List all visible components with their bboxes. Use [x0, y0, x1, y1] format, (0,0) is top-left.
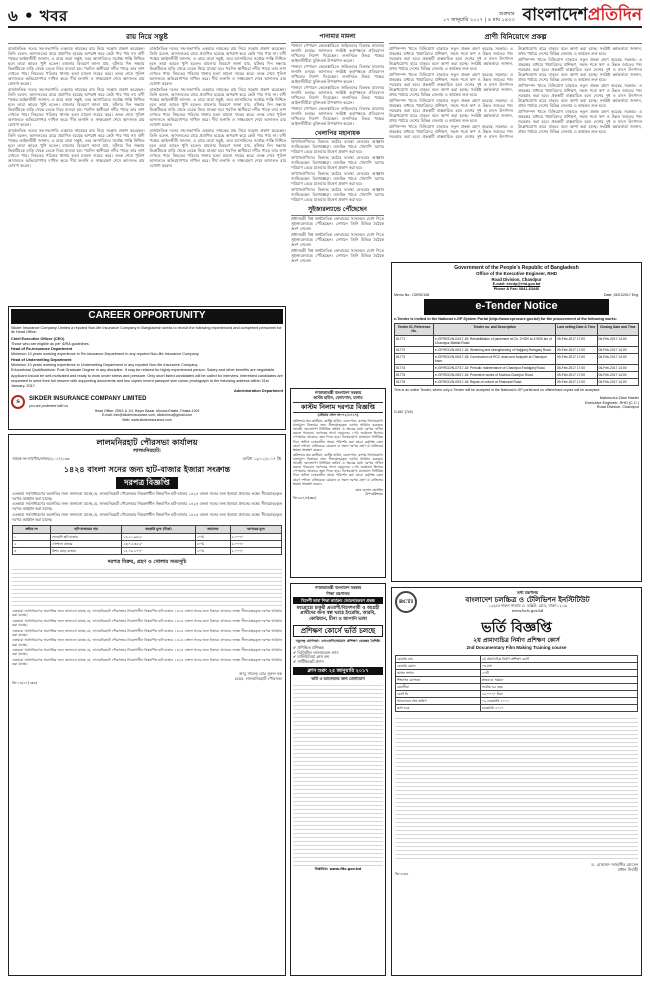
etender-footer: This is an online Tender, where only e-Tender will be accepted in the National e-GP portal and no offline/hard copies will be accepted.: [394, 388, 601, 393]
company-logo-icon: S: [11, 395, 25, 409]
table-row: বয়সসীমা সর্বোচ্চ ৩৫ বছর: [396, 684, 638, 691]
brand-logo: [523, 5, 642, 26]
table-row: ২ গোশালা বাজার ২৩,৭৫,৩৫১/- ২০% ৫,০০০/-: [13, 540, 282, 547]
position-req: Minimum 10 years working experience in Underwriting Department in any reputed Non-life Insurance Company.: [11, 362, 199, 367]
etender-phone: Phone & Fax: 0841-63440: [493, 286, 540, 291]
table-row: কোর্সের নাম ২য় প্রামাণ্যচিত্র নির্মাণ প্রশিক্ষণ কোর্স: [396, 655, 638, 662]
admission-details: [395, 716, 638, 859]
table-row: ক্লাস শুরু ফেব্রুয়ারি ২০১৭: [396, 705, 638, 712]
list-item: ✔ ডিজিটাল ল্যাংগুয়েজ ল্যাব: [293, 649, 339, 655]
municipality-date: তারিখ ১২/০১/২০১৭ খ্রি.: [242, 456, 282, 462]
institute-ref: জি-৬৩/৩: [395, 872, 409, 877]
mid2-body: ঋণখেলাপিদের বিরুদ্ধে কঠোর ব্যবস্থা নেওয়ার আহ্বান জানিয়েছেন বিশেষজ্ঞরা। ব্যাংকিং খাতে খেলাপি ঋণের পরিমাণ বেড়ে যাওয়ায় উদ্বেগ প্রকাশ করা হয়। ঋণখেলাপিদের বিরুদ্ধে কঠোর ব্যবস্থা নেওয়ার আহ্বান জানিয়েছেন বিশেষজ্ঞরা। ব্যাংকিং খাতে খেলাপি ঋণের পরিমাণ বেড়ে যাওয়ায় উদ্বেগ প্রকাশ করা হয়। ঋণখেলাপিদের বিরুদ্ধে কঠোর ব্যবস্থা নেওয়ার আহ্বান জানিয়েছেন বিশেষজ্ঞরা। ব্যাংকিং খাতে খেলাপি ঋণের পরিমাণ বেড়ে যাওয়ায় উদ্বেগ প্রকাশ করা হয়। ঋণখেলাপিদের বিরুদ্ধে কঠোর ব্যবস্থা নেওয়ার আহ্বান জানিয়েছেন বিশেষজ্ঞরা। ব্যাংকিং খাতে খেলাপি ঋণের পরিমাণ বেড়ে যাওয়ায় উদ্বেগ প্রকাশ করা হয়।: [291, 139, 384, 202]
training-subtitle: নতুনত্ব যোগ্যতা: এসএসসি/সমমান প্রশিক্ষণ কেন্দ্রের বৈশিষ্ট্য: [295, 639, 381, 644]
municipality-ref: জি-১৩/২৭(১x৩): [12, 680, 37, 685]
training-start: ক্লাস শুরু: ২৫ জানুয়ারি ২০১৭: [293, 667, 383, 675]
customs-ref: জি-৬৬৭/৩(৩x৪): [293, 495, 317, 500]
mid3-body: প্রধানমন্ত্রী বিশ্ব অর্থনৈতিক ফোরামের সম্মেলনে যোগ দিতে সুইজারল্যান্ডে পৌঁছেছেন। সেখানে তিনি বিভিন্ন বৈঠকে অংশ নেবেন। প্রধানমন্ত্রী বিশ্ব অর্থনৈতিক ফোরামের সম্মেলনে যোগ দিতে সুইজারল্যান্ডে পৌঁছেছেন। সেখানে তিনি বিভিন্ন বৈঠকে অংশ নেবেন। প্রধানমন্ত্রী বিশ্ব অর্থনৈতিক ফোরামের সম্মেলনে যোগ দিতে সুইজারল্যান্ডে পৌঁছেছেন। সেখানে তিনি বিভিন্ন বৈঠকে অংশ নেবেন।: [291, 215, 384, 263]
customs-body: কমিশনার অব কাস্টমস, কাস্টম হাউস, বেনাপোল, যশোর নিলামযোগ্য মালামাল বিক্রয়ের জন্য সীলমোহরকৃত দরপত্র আহ্বান করছেন। আগ্রহী দরদাতাগণ নির্ধারিত তারিখ ও সময়ের মধ্যে দরপত্র দাখিল করতে পারবেন। দরপত্রের সাথে দরমূল্যের ১০% জামানত হিসেবে পে-অর্ডার আকারে জমা দিতে হবে। নিলামযোগ্য মালামাল নির্ধারিত দিনে অফিস চলাকালীন সময়ে পরিদর্শন করা যাবে। কর্তৃপক্ষ কোন কারণ দর্শানো ব্যতিরেকে যেকোন বা সকল দরপত্র গ্রহণ বা বাতিলের ক্ষমতা সংরক্ষণ করেন। কমিশনার অব কাস্টমস, কাস্টম হাউস, বেনাপোল, যশোর নিলামযোগ্য মালামাল বিক্রয়ের জন্য সীলমোহরকৃত দরপত্র আহ্বান করছেন। আগ্রহী দরদাতাগণ নির্ধারিত তারিখ ও সময়ের মধ্যে দরপত্র দাখিল করতে পারবেন। দরপত্রের সাথে দরমূল্যের ১০% জামানত হিসেবে পে-অর্ডার আকারে জমা দিতে হবে। নিলামযোগ্য মালামাল নির্ধারিত দিনে অফিস চলাকালীন সময়ে পরিদর্শন করা যাবে। কর্তৃপক্ষ কোন কারণ দর্শানো ব্যতিরেকে যেকোন বা সকল দরপত্র গ্রহণ বা বাতিলের ক্ষমতা সংরক্ষণ করেন।: [293, 418, 383, 486]
etender-division: Road Division, Chandpur: [491, 276, 542, 282]
page-label: ৬ • খবর: [8, 7, 68, 26]
career-intro: Sikder Insurance Company Limited a reputed Non-life Insurance Company in Bangladesh seeks to recruit the following experienced and competent personnel for its Head Office:: [11, 325, 282, 335]
company-web: Web: www.sikderinsurance.com: [122, 417, 172, 422]
municipality-notice: দরপত্র বিজ্ঞপ্তি: [116, 477, 177, 489]
list-item: ✔ সার্টিফিকেট প্রদান: [293, 659, 324, 665]
training-web: বিস্তারিত: www.fltc.gov.bd: [314, 866, 362, 871]
right-headline: প্রাণী বিনিয়োগে প্রকল্প: [389, 32, 642, 44]
municipality-body: এতদ্বারা সর্বসাধারণের অবগতির জন্য জানানো যাচ্ছে যে, লালমনিরহাট পৌরসভার নিয়ন্ত্রণাধীন নিম্নবর্ণিত হাট-বাজার ১৪২৪ বাংলা সনের জন্য ইজারা প্রদানের লক্ষ্যে সীলমোহরকৃত দরপত্র আহ্বান করা যাচ্ছে। এতদ্বারা সর্বসাধারণের অবগতির জন্য জানানো যাচ্ছে যে, লালমনিরহাট পৌরসভার নিয়ন্ত্রণাধীন নিম্নবর্ণিত হাট-বাজার ১৪২৪ বাংলা সনের জন্য ইজারা প্রদানের লক্ষ্যে সীলমোহরকৃত দরপত্র আহ্বান করা যাচ্ছে। এতদ্বারা সর্বসাধারণের অবগতির জন্য জানানো যাচ্ছে যে, লালমনিরহাট পৌরসভার নিয়ন্ত্রণাধীন নিম্নবর্ণিত হাট-বাজার ১৪২৪ বাংলা সনের জন্য ইজারা প্রদানের লক্ষ্যে সীলমোহরকৃত দরপত্র আহ্বান করা যাচ্ছে।: [12, 490, 282, 522]
institute-logo-icon: BCTI: [395, 591, 417, 613]
company-tagline: you are protected with us: [29, 403, 69, 408]
customs-dept: কাস্টম হাউস, বেনাপোল, যশোর: [313, 394, 363, 400]
table-row: 81772 e-GP/RCD/N-05/17-18: Widening and strengthening of Hajiganj-Ramganj Road. 05-Feb-2017 17:00 06-Feb-2017 14:00: [395, 346, 639, 353]
middle-articles: [291, 32, 384, 412]
municipality-ad: [8, 434, 286, 976]
customs-office: গণপ্রজাতন্ত্রী বাংলাদেশ সরকার: [314, 390, 362, 395]
masthead: [8, 6, 642, 28]
course-table: [395, 655, 638, 713]
hat-bazar-table: ক্রমিক নং হাট-বাজারের নাম সরকারি মূল্য (টাকা) জামানত দরপত্রের মূল্য ১ লালমনি হাট-বাজার ১৪,২১,৯৬১/- ২০% ৫,০০০/- ২ গোশালা বাজার ২৩,৭৫,৩৫১/- ২০% ৫,০০০/- ৩ মিশন মোড় বাজার ১৫,৭৬,২৭০/- ২০% ৫,০০০/-: [12, 525, 282, 554]
customs-signature: মোঃ বেলাল হোসাইন উপ-কমিশনার: [355, 487, 383, 496]
centres-title: ভর্তি ও আবেদনের জন্য যোগাযোগ: [311, 676, 365, 682]
customs-ad: [290, 388, 386, 578]
career-dept: Administration Department: [234, 389, 283, 394]
etender-intro: e-Tender is invited in the National e-GP System Portal (http://www.eprocure.gov.bd) for the procurement of the following works:: [394, 316, 617, 321]
institute-address: ১২৫/এ দারুস সালাম এ. ডব্লিউ. রোড, ঢাকা-১২১৬: [488, 603, 567, 609]
issue-date: ১৭ জানুয়ারি ২০১৭ | ৪ মাঘ ১৪২৩: [442, 16, 515, 23]
career-ad: [8, 306, 286, 430]
training-ad: [290, 583, 386, 976]
career-banner: CAREER OPPORTUNITY: [11, 309, 283, 324]
centres-list: [293, 683, 383, 866]
table-row: 81776 e-GP/RCD/N-09/17-18: Repair of culvert at Shahrasti Road. 05-Feb-2017 17:00 06-Feb-2017 14:00: [395, 379, 639, 386]
table-header: Tender no. and Description: [434, 324, 556, 335]
etender-ad: [391, 262, 642, 582]
list-item: ✔ মাল্টিমিডিয়া ক্লাস রুম: [293, 654, 330, 660]
feature-list: [293, 646, 383, 665]
mid2-headline: খেলাপির মহানায়ক: [291, 129, 384, 140]
position-req: Minimum 10 years working experience in Re-insurance Department in any reputed Non-life Insurance Company.: [11, 352, 200, 357]
etender-date: Date: 15/01/2017 Eng.: [603, 292, 639, 297]
course-title-en: 2nd Documentary Film Making Training course: [466, 644, 567, 650]
article-top-left: [8, 32, 286, 302]
date-line: [443, 11, 515, 24]
company-name: SIKDER INSURANCE COMPANY LIMITED: [29, 396, 147, 403]
institute-ministry: তথ্য মন্ত্রণালয়: [517, 590, 538, 595]
table-row: ৩ মিশন মোড় বাজার ১৫,৭৬,২৭০/- ২০% ৫,০০০/-: [13, 547, 282, 554]
table-header: Last selling Date & Time: [556, 324, 597, 335]
table-row: 81774 e-GP/RCD/N-07/17-18: Periodic maintenance of Chandpur-Faridganj Road. 05-Feb-2017 17:00 06-Feb-2017 14:00: [395, 365, 639, 372]
position-title: Chief Executive Officer (CEO): [11, 336, 65, 341]
institute-web: www.bcti.gov.bd: [511, 608, 544, 614]
table-row: কোর্সের মেয়াদ ০৩ মাস: [396, 662, 638, 669]
municipality-heading: ১৪২৪ বাংলা সনের জন্য হাট-বাজার ইজারা সংক্রান্ত: [63, 464, 231, 474]
table-header: Tender ID, Reference No.: [395, 324, 434, 335]
course-title: ২য় প্রামাণ্যচিত্র নির্মাণ প্রশিক্ষণ কোর্স: [473, 637, 560, 645]
brand-accent: প্রতিদিন: [587, 4, 642, 25]
training-intro: মধ্যপ্রাচ্যে চাকুরী প্রত্যাশী/বিদেশগামী ও আগ্রহী প্রার্থীদের জন্য স্বল্প খরচে ইংরেজি, আরবি, কোরিয়ান, চীনা ও জাপানি ভাষা: [296, 605, 380, 622]
etender-office: Office of the Executive Engineer, RHD: [475, 271, 558, 277]
institute-signature: ড. মোহাম্মদ জাহাঙ্গীর হোসেন প্রধান নির্বাহী: [591, 862, 638, 873]
table-row: 81773 e-GP/RCD/N-06/17-18: Construction of RCC drain and footpath at Chandpur town. 05-Feb-2017 17:00 06-Feb-2017 14:00: [395, 353, 639, 364]
weekday: শুক্রবার: [499, 10, 515, 17]
article-body: রাজনৈতিক দলের সহ-সভাপতি একমাত্র নায়কের রায় নিয়ে সন্তোষ প্রকাশ করেছেন। তিনি বলেন, আদালতের রায়ে প্রমাণিত হয়েছে অপরাধ করে কেউ পার পায় না। বাদী পক্ষের আইনজীবী জানান, এ রায়ে তারা সন্তুষ্ট, তবে আসামিদের সর্বোচ্চ শাস্তি নিশ্চিত হলে তারা আরও খুশি হতেন। মামলার বিবরণে জানা যায়, ঘটনার দিন সন্ধ্যায় ভিকটিমকে বাড়ি থেকে ডেকে নিয়ে যাওয়া হয়। পরদিন স্থানীয়রা নদীর পাড়ে তার লাশ দেখতে পায়। নিহতের পরিবার থানায় হত্যা মামলা দায়ের করে। তদন্ত শেষে পুলিশ আদালতে অভিযোগপত্র দাখিল করে। দীর্ঘ শুনানি ও সাক্ষ্যগ্রহণ শেষে আদালত রায় ঘোষণা করেন। রাজনৈতিক দলের সহ-সভাপতি একমাত্র নায়কের রায় নিয়ে সন্তোষ প্রকাশ করেছেন। তিনি বলেন, আদালতের রায়ে প্রমাণিত হয়েছে অপরাধ করে কেউ পার পায় না। বাদী পক্ষের আইনজীবী জানান, এ রায়ে তারা সন্তুষ্ট, তবে আসামিদের সর্বোচ্চ শাস্তি নিশ্চিত হলে তারা আরও খুশি হতেন। মামলার বিবরণে জানা যায়, ঘটনার দিন সন্ধ্যায় ভিকটিমকে বাড়ি থেকে ডেকে নিয়ে যাওয়া হয়। পরদিন স্থানীয়রা নদীর পাড়ে তার লাশ দেখতে পায়। নিহতের পরিবার থানায় হত্যা মামলা দায়ের করে। তদন্ত শেষে পুলিশ আদালতে অভিযোগপত্র দাখিল করে। দীর্ঘ শুনানি ও সাক্ষ্যগ্রহণ শেষে আদালত রায় ঘোষণা করেন। রাজনৈতিক দলের সহ-সভাপতি একমাত্র নায়কের রায় নিয়ে সন্তোষ প্রকাশ করেছেন। তিনি বলেন, আদালতের রায়ে প্রমাণিত হয়েছে অপরাধ করে কেউ পার পায় না। বাদী পক্ষের আইনজীবী জানান, এ রায়ে তারা সন্তুষ্ট, তবে আসামিদের সর্বোচ্চ শাস্তি নিশ্চিত হলে তারা আরও খুশি হতেন। মামলার বিবরণে জানা যায়, ঘটনার দিন সন্ধ্যায় ভিকটিমকে বাড়ি থেকে ডেকে নিয়ে যাওয়া হয়। পরদিন স্থানীয়রা নদীর পাড়ে তার লাশ দেখতে পায়। নিহতের পরিবার থানায় হত্যা মামলা দায়ের করে। তদন্ত শেষে পুলিশ আদালতে অভিযোগপত্র দাখিল করে। দীর্ঘ শুনানি ও সাক্ষ্যগ্রহণ শেষে আদালত রায় ঘোষণা করেন। রাজনৈতিক দলের সহ-সভাপতি একমাত্র নায়কের রায় নিয়ে সন্তোষ প্রকাশ করেছেন। তিনি বলেন, আদালতের রায়ে প্রমাণিত হয়েছে অপরাধ করে কেউ পার পায় না। বাদী পক্ষের আইনজীবী জানান, এ রায়ে তারা সন্তুষ্ট, তবে আসামিদের সর্বোচ্চ শাস্তি নিশ্চিত হলে তারা আরও খুশি হতেন। মামলার বিবরণে জানা যায়, ঘটনার দিন সন্ধ্যায় ভিকটিমকে বাড়ি থেকে ডেকে নিয়ে যাওয়া হয়। পরদিন স্থানীয়রা নদীর পাড়ে তার লাশ দেখতে পায়। নিহতের পরিবার থানায় হত্যা মামলা দায়ের করে। তদন্ত শেষে পুলিশ আদালতে অভিযোগপত্র দাখিল করে। দীর্ঘ শুনানি ও সাক্ষ্যগ্রহণ শেষে আদালত রায় ঘোষণা করেন। রাজনৈতিক দলের সহ-সভাপতি একমাত্র নায়কের রায় নিয়ে সন্তোষ প্রকাশ করেছেন। তিনি বলেন, আদালতের রায়ে প্রমাণিত হয়েছে অপরাধ করে কেউ পার পায় না। বাদী পক্ষের আইনজীবী জানান, এ রায়ে তারা সন্তুষ্ট, তবে আসামিদের সর্বোচ্চ শাস্তি নিশ্চিত হলে তারা আরও খুশি হতেন। মামলার বিবরণে জানা যায়, ঘটনার দিন সন্ধ্যায় ভিকটিমকে বাড়ি থেকে ডেকে নিয়ে যাওয়া হয়। পরদিন স্থানীয়রা নদীর পাড়ে তার লাশ দেখতে পায়। নিহতের পরিবার থানায় হত্যা মামলা দায়ের করে। তদন্ত শেষে পুলিশ আদালতে অভিযোগপত্র দাখিল করে। দীর্ঘ শুনানি ও সাক্ষ্যগ্রহণ শেষে আদালত রায় ঘোষণা করেন। রাজনৈতিক দলের সহ-সভাপতি একমাত্র নায়কের রায় নিয়ে সন্তোষ প্রকাশ করেছেন। তিনি বলেন, আদালতের রায়ে প্রমাণিত হয়েছে অপরাধ করে কেউ পার পায় না। বাদী পক্ষের আইনজীবী জানান, এ রায়ে তারা সন্তুষ্ট, তবে আসামিদের সর্বোচ্চ শাস্তি নিশ্চিত হলে তারা আরও খুশি হতেন। মামলার বিবরণে জানা যায়, ঘটনার দিন সন্ধ্যায় ভিকটিমকে বাড়ি থেকে ডেকে নিয়ে যাওয়া হয়। পরদিন স্থানীয়রা নদীর পাড়ে তার লাশ দেখতে পায়। নিহতের পরিবার থানায় হত্যা মামলা দায়ের করে। তদন্ত শেষে পুলিশ আদালতে অভিযোগপত্র দাখিল করে। দীর্ঘ শুনানি ও সাক্ষ্যগ্রহণ শেষে আদালত রায় ঘোষণা করেন।: [8, 45, 286, 168]
career-education: Educational Qualifications: Post Graduate Degree in any discipline. It may be relaxed for highly experienced person. Salary and other benefits are negotiable.: [11, 368, 276, 373]
institute-title: বাংলাদেশ চলচ্চিত্র ও টেলিভিশন ইনস্টিটিউট: [465, 595, 590, 604]
municipality-terms: এতদ্বারা সর্বসাধারণের অবগতির জন্য জানানো যাচ্ছে যে, লালমনিরহাট পৌরসভার নিয়ন্ত্রণাধীন নিম্নবর্ণিত হাট-বাজার ১৪২৪ বাংলা সনের জন্য ইজারা প্রদানের লক্ষ্যে সীলমোহরকৃত দরপত্র আহ্বান করা যাচ্ছে। এতদ্বারা সর্বসাধারণের অবগতির জন্য জানানো যাচ্ছে যে, লালমনিরহাট পৌরসভার নিয়ন্ত্রণাধীন নিম্নবর্ণিত হাট-বাজার ১৪২৪ বাংলা সনের জন্য ইজারা প্রদানের লক্ষ্যে সীলমোহরকৃত দরপত্র আহ্বান করা যাচ্ছে। এতদ্বারা সর্বসাধারণের অবগতির জন্য জানানো যাচ্ছে যে, লালমনিরহাট পৌরসভার নিয়ন্ত্রণাধীন নিম্নবর্ণিত হাট-বাজার ১৪২৪ বাংলা সনের জন্য ইজারা প্রদানের লক্ষ্যে সীলমোহরকৃত দরপত্র আহ্বান করা যাচ্ছে। এতদ্বারা সর্বসাধারণের অবগতির জন্য জানানো যাচ্ছে যে, লালমনিরহাট পৌরসভার নিয়ন্ত্রণাধীন নিম্নবর্ণিত হাট-বাজার ১৪২৪ বাংলা সনের জন্য ইজারা প্রদানের লক্ষ্যে সীলমোহরকৃত দরপত্র আহ্বান করা যাচ্ছে। এতদ্বারা সর্বসাধারণের অবগতির জন্য জানানো যাচ্ছে যে, লালমনিরহাট পৌরসভার নিয়ন্ত্রণাধীন নিম্নবর্ণিত হাট-বাজার ১৪২৪ বাংলা সনের জন্য ইজারা প্রদানের লক্ষ্যে সীলমোহরকৃত দরপত্র আহ্বান করা যাচ্ছে। এতদ্বারা সর্বসাধারণের অবগতির জন্য জানানো যাচ্ছে যে, লালমনিরহাট পৌরসভার নিয়ন্ত্রণাধীন নিম্নবর্ণিত হাট-বাজার ১৪২৪ বাংলা সনের জন্য ইজারা প্রদানের লক্ষ্যে সীলমোহরকৃত দরপত্র আহ্বান করা যাচ্ছে।: [12, 609, 282, 667]
etender-gov: Government of the People's Republic of Bangladesh: [454, 265, 579, 271]
etender-table: [394, 323, 639, 386]
table-row: ১ লালমনি হাট-বাজার ১৪,২১,৯৬১/- ২০% ৫,০০০/-: [13, 533, 282, 540]
municipality-title: লালমনিরহাট পৌরসভা কার্যালয়: [96, 438, 198, 447]
etender-ref: G-667 (7x3): [394, 410, 413, 415]
schedule-title: দরপত্র বিক্রয়, গ্রহণ ও খোলার সময়সূচি: [107, 558, 187, 565]
schedule-table: [12, 567, 282, 606]
etender-email: E-mail: eecdp@rhd.gov.bd: [492, 282, 541, 287]
municipality-subtitle: লালমনিরহাট।: [133, 448, 161, 454]
admission-title: ভর্তি বিজ্ঞপ্তি: [481, 619, 552, 636]
table-row: শিক্ষাগত যোগ্যতা স্নাতক বা সমমান: [396, 676, 638, 683]
training-banner: বিদেশী ভাষা শিক্ষা কার্যক্রম জোরদারকরণ প্রকল্প: [293, 597, 383, 604]
mid-headline: পানামার মামলা: [291, 32, 384, 43]
table-row: কোর্স ফি ২৫,০০০/- টাকা: [396, 691, 638, 698]
position-title: Head of Underwriting Department: [11, 357, 72, 362]
municipality-memo: স্মারক নং-লাপৌস/লালম/২০১৭/১৩৬: [12, 456, 70, 462]
position-title: Head of Re-insurance Department: [11, 347, 73, 352]
table-row: 81775 e-GP/RCD/N-08/17-18: Protective works of Kachua-Gouripur Road. 05-Feb-2017 17:00 06-Feb-2017 14:00: [395, 372, 639, 379]
training-office: গণপ্রজাতন্ত্রী বাংলাদেশ সরকার: [314, 585, 362, 590]
table-row: আবেদনের শেষ তারিখ ০৯ ফেব্রুয়ারি ২০১৭: [396, 698, 638, 705]
list-item: ✔ প্রশিক্ষিত প্রশিক্ষক: [293, 644, 324, 650]
etender-signature: Mahmudul Ziaul Haider Executive Engineer, RHD (C.C.) Road Division, Chandpur: [584, 395, 639, 410]
brand-main: বাংলাদেশ: [522, 4, 588, 25]
film-institute-ad: [391, 587, 642, 976]
company-email: E-mail: info@sikderinsurance.com, sikderinsu@gmail.com: [101, 413, 193, 418]
career-note: Applicant should be self-motivated and ready to work under stress and pressure. Only short listed candidates will be called for interview. Interested candidates are requested to send their full resume with supporting documents and two copies recent passport size colour photograph to the following address within 31st January, 2017.: [11, 374, 283, 388]
training-box: প্রশিক্ষণ কোর্সে ভর্তি চলছে: [293, 625, 383, 638]
etender-banner: e-Tender Notice: [424, 299, 609, 315]
position-req: Those who are eligible as per IDRA guidelines.: [11, 341, 90, 346]
table-row: আসন সংখ্যা ২০টি: [396, 669, 638, 676]
article-top-right: [389, 32, 642, 260]
customs-number: (টেন্ডার সেল নং-০২/২০১৭): [317, 412, 359, 417]
table-header: Closing Date and Time: [597, 324, 638, 335]
article-headline: রায় নিয়ে সন্তুষ্ট: [8, 32, 286, 44]
table-row: 81771 e-GP/RCD/N-04/17-18: Rehabilitation of pavement at Ch. 2+000 to 3+500 km of Chandpur-Matlab Road. 05-Feb-2017 17:00 06-Feb-2017 14:00: [395, 335, 639, 346]
mid-body: পানামা পেপারস কেলেঙ্কারিতে জড়িতদের বিরুদ্ধে মামলার শুনানি চলছে। আদালত সংশ্লিষ্ট কর্তৃপক্ষকে প্রতিবেদন দাখিলের নির্দেশ দিয়েছেন। শুনানিতে উভয় পক্ষের আইনজীবীরা যুক্তিতর্ক উপস্থাপন করেন। পানামা পেপারস কেলেঙ্কারিতে জড়িতদের বিরুদ্ধে মামলার শুনানি চলছে। আদালত সংশ্লিষ্ট কর্তৃপক্ষকে প্রতিবেদন দাখিলের নির্দেশ দিয়েছেন। শুনানিতে উভয় পক্ষের আইনজীবীরা যুক্তিতর্ক উপস্থাপন করেন। পানামা পেপারস কেলেঙ্কারিতে জড়িতদের বিরুদ্ধে মামলার শুনানি চলছে। আদালত সংশ্লিষ্ট কর্তৃপক্ষকে প্রতিবেদন দাখিলের নির্দেশ দিয়েছেন। শুনানিতে উভয় পক্ষের আইনজীবীরা যুক্তিতর্ক উপস্থাপন করেন। পানামা পেপারস কেলেঙ্কারিতে জড়িতদের বিরুদ্ধে মামলার শুনানি চলছে। আদালত সংশ্লিষ্ট কর্তৃপক্ষকে প্রতিবেদন দাখিলের নির্দেশ দিয়েছেন। শুনানিতে উভয় পক্ষের আইনজীবীরা যুক্তিতর্ক উপস্থাপন করেন।: [291, 42, 384, 126]
right-body: প্রাণিসম্পদ খাতে বিনিয়োগ বাড়াতে নতুন প্রকল্প গ্রহণ করেছে সরকার। এ প্রকল্পের মাধ্যমে খামারিদের প্রশিক্ষণ, সহজ শর্তে ঋণ ও উন্নত জাতের পশু সরবরাহ করা হবে। প্রকল্পটি বাস্তবায়িত হলে দেশের দুধ ও মাংস উৎপাদন উল্লেখযোগ্য হারে বাড়বে বলে আশা করা হচ্ছে। সংশ্লিষ্ট কর্মকর্তারা জানান, প্রথম পর্যায়ে দেশের বিভিন্ন জেলায় এ কার্যক্রম শুরু হবে। প্রাণিসম্পদ খাতে বিনিয়োগ বাড়াতে নতুন প্রকল্প গ্রহণ করেছে সরকার। এ প্রকল্পের মাধ্যমে খামারিদের প্রশিক্ষণ, সহজ শর্তে ঋণ ও উন্নত জাতের পশু সরবরাহ করা হবে। প্রকল্পটি বাস্তবায়িত হলে দেশের দুধ ও মাংস উৎপাদন উল্লেখযোগ্য হারে বাড়বে বলে আশা করা হচ্ছে। সংশ্লিষ্ট কর্মকর্তারা জানান, প্রথম পর্যায়ে দেশের বিভিন্ন জেলায় এ কার্যক্রম শুরু হবে। প্রাণিসম্পদ খাতে বিনিয়োগ বাড়াতে নতুন প্রকল্প গ্রহণ করেছে সরকার। এ প্রকল্পের মাধ্যমে খামারিদের প্রশিক্ষণ, সহজ শর্তে ঋণ ও উন্নত জাতের পশু সরবরাহ করা হবে। প্রকল্পটি বাস্তবায়িত হলে দেশের দুধ ও মাংস উৎপাদন উল্লেখযোগ্য হারে বাড়বে বলে আশা করা হচ্ছে। সংশ্লিষ্ট কর্মকর্তারা জানান, প্রথম পর্যায়ে দেশের বিভিন্ন জেলায় এ কার্যক্রম শুরু হবে। প্রাণিসম্পদ খাতে বিনিয়োগ বাড়াতে নতুন প্রকল্প গ্রহণ করেছে সরকার। এ প্রকল্পের মাধ্যমে খামারিদের প্রশিক্ষণ, সহজ শর্তে ঋণ ও উন্নত জাতের পশু সরবরাহ করা হবে। প্রকল্পটি বাস্তবায়িত হলে দেশের দুধ ও মাংস উৎপাদন উল্লেখযোগ্য হারে বাড়বে বলে আশা করা হচ্ছে। সংশ্লিষ্ট কর্মকর্তারা জানান, প্রথম পর্যায়ে দেশের বিভিন্ন জেলায় এ কার্যক্রম শুরু হবে। প্রাণিসম্পদ খাতে বিনিয়োগ বাড়াতে নতুন প্রকল্প গ্রহণ করেছে সরকার। এ প্রকল্পের মাধ্যমে খামারিদের প্রশিক্ষণ, সহজ শর্তে ঋণ ও উন্নত জাতের পশু সরবরাহ করা হবে। প্রকল্পটি বাস্তবায়িত হলে দেশের দুধ ও মাংস উৎপাদন উল্লেখযোগ্য হারে বাড়বে বলে আশা করা হচ্ছে। সংশ্লিষ্ট কর্মকর্তারা জানান, প্রথম পর্যায়ে দেশের বিভিন্ন জেলায় এ কার্যক্রম শুরু হবে। প্রাণিসম্পদ খাতে বিনিয়োগ বাড়াতে নতুন প্রকল্প গ্রহণ করেছে সরকার। এ প্রকল্পের মাধ্যমে খামারিদের প্রশিক্ষণ, সহজ শর্তে ঋণ ও উন্নত জাতের পশু সরবরাহ করা হবে। প্রকল্পটি বাস্তবায়িত হলে দেশের দুধ ও মাংস উৎপাদন উল্লেখযোগ্য হারে বাড়বে বলে আশা করা হচ্ছে। সংশ্লিষ্ট কর্মকর্তারা জানান, প্রথম পর্যায়ে দেশের বিভিন্ন জেলায় এ কার্যক্রম শুরু হবে। প্রাণিসম্পদ খাতে বিনিয়োগ বাড়াতে নতুন প্রকল্প গ্রহণ করেছে সরকার। এ প্রকল্পের মাধ্যমে খামারিদের প্রশিক্ষণ, সহজ শর্তে ঋণ ও উন্নত জাতের পশু সরবরাহ করা হবে। প্রকল্পটি বাস্তবায়িত হলে দেশের দুধ ও মাংস উৎপাদন উল্লেখযোগ্য হারে বাড়বে বলে আশা করা হচ্ছে। সংশ্লিষ্ট কর্মকর্তারা জানান, প্রথম পর্যায়ে দেশের বিভিন্ন জেলায় এ কার্যক্রম শুরু হবে।: [389, 45, 642, 139]
company-address: Head Office: 255/1 & 1/4, Rayer Bazar, Monica Estate, Dhaka-1209: [94, 409, 200, 414]
mid3-headline: সুইজারল্যান্ডে পৌঁছেছেন: [291, 205, 384, 216]
municipality-signature: আবু সালেহ মোঃ নুরুল হক মেয়র, লালমনিরহাট পৌরসভা: [234, 670, 282, 681]
customs-title: কাস্টম নিলাম দরপত্র বিজ্ঞপ্তি: [293, 402, 383, 412]
training-dept: শিক্ষা মন্ত্রণালয়: [326, 590, 350, 596]
etender-memo: Memo No.: CDRD/108: [394, 292, 430, 297]
